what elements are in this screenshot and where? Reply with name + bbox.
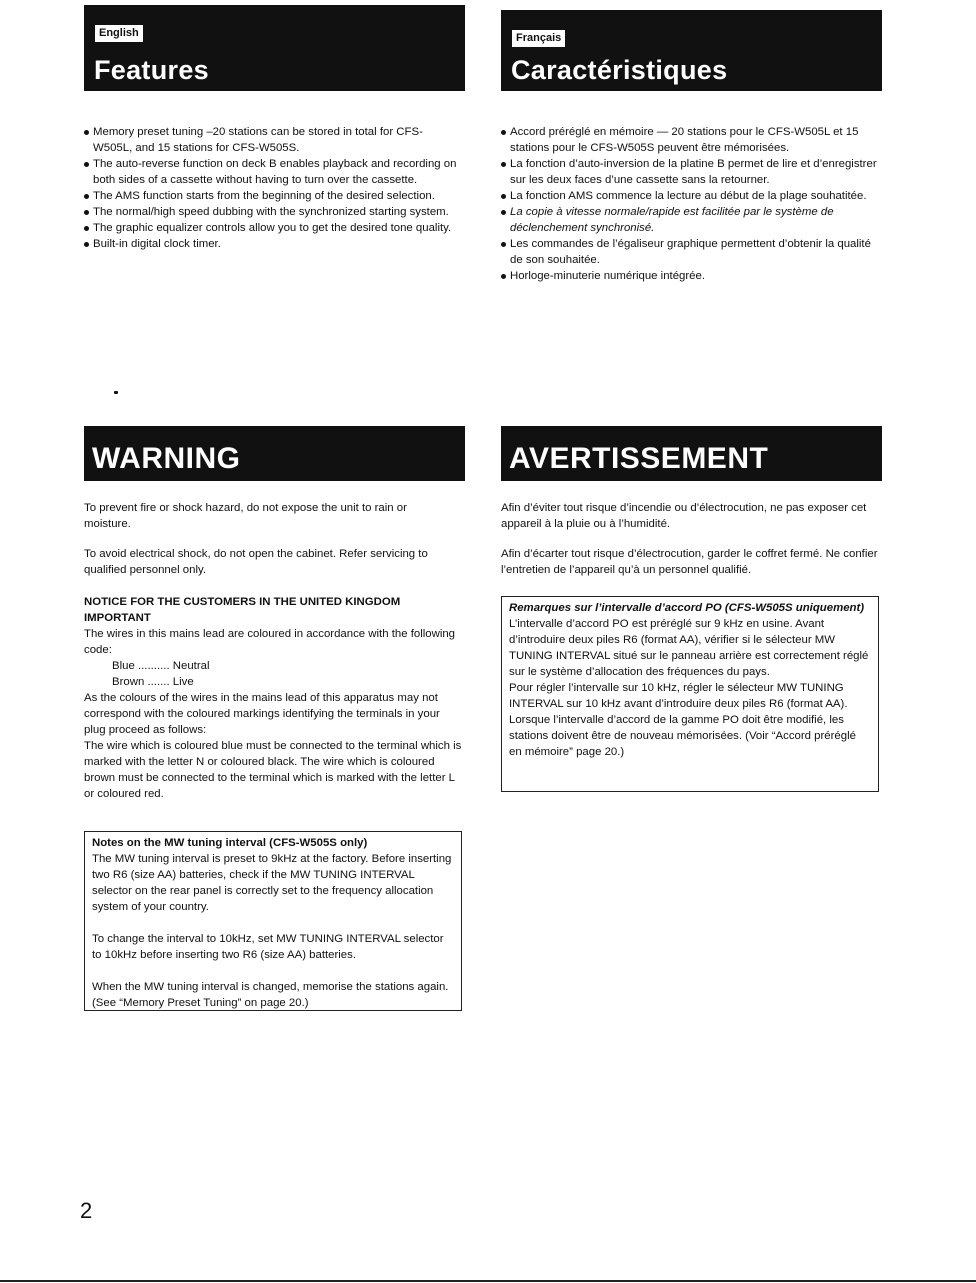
list-item: La fonction AMS commence la lecture au début de la plage souhatitée. — [501, 188, 879, 204]
list-item: Accord préréglé en mémoire — 20 stations pour le CFS-W505L et 15 stations pour le CFS-W505S peuvent être mémorisées. — [501, 124, 879, 156]
language-tag-french: Français — [512, 30, 565, 47]
list-item: La copie à vitesse normale/rapide est facilitée par le système de déclenchement synchronisé. — [501, 204, 879, 236]
caracteristiques-title: Caractéristiques — [511, 55, 728, 85]
warning-paragraph-shock: To avoid electrical shock, do not open the cabinet. Refer servicing to qualified personnel only. — [84, 548, 428, 576]
important-heading: IMPORTANT — [84, 612, 151, 624]
po-notes-paragraph: L’intervalle d’accord PO est préréglé sur 9 kHz en usine. Avant d’introduire deux piles R6 (format AA), vérifier si le sélecteur MW TUNING INTERVAL situé sur le panneau arrière est correctement réglé sur le système d’allocation des fréquences du pays. — [509, 618, 869, 678]
french-features-list — [501, 124, 879, 284]
po-notes-paragraph: Lorsque l’intervalle d’accord de la gamme PO doit être modifié, les stations doivent être de nouveau mémorisées. (Voir “Accord préréglé en mémoire” page 20.) — [509, 714, 856, 758]
avertissement-header — [501, 426, 882, 481]
mw-notes-heading: Notes on the MW tuning interval (CFS-W505S only) — [92, 837, 368, 849]
list-item: The auto-reverse function on deck B enables playback and recording on both sides of a cassette without having to turn over the cassette. — [84, 156, 458, 188]
features-title: Features — [94, 55, 209, 85]
list-item: Les commandes de l’égaliseur graphique permettent d’obtenir la qualité de son souhaitée. — [501, 236, 879, 268]
uk-notice-heading: NOTICE FOR THE CUSTOMERS IN THE UNITED KINGDOM — [84, 596, 401, 608]
po-interval-notes-box — [501, 596, 879, 792]
wire-connection-instructions: The wire which is coloured blue must be connected to the terminal which is marked with the letter N or coloured black. The wire which is coloured brown must be connected to the terminal which is marked with the letter L or coloured red. — [84, 740, 462, 800]
list-item: La fonction d’auto-inversion de la platine B permet de lire et d’enregistrer sur les deux faces d’une cassette sans la retourner. — [501, 156, 879, 188]
warning-title: WARNING — [92, 442, 241, 475]
list-item: The AMS function starts from the beginning of the desired selection. — [84, 188, 458, 204]
stray-dot — [114, 391, 118, 394]
english-features-list — [84, 124, 458, 252]
mw-notes-paragraph: To change the interval to 10kHz, set MW TUNING INTERVAL selector to 10kHz before inserting two R6 (size AA) batteries. — [92, 933, 444, 961]
mw-notes-paragraph: The MW tuning interval is preset to 9kHz at the factory. Before inserting two R6 (size AA) batteries, check if the MW TUNING INTERVAL selector on the rear panel is correctly set to the frequency allocation system of your country. — [92, 853, 452, 913]
avertissement-paragraph-shock: Afin d’écarter tout risque d’électrocution, garder le coffret fermé. Ne confier l’entretien de l’appareil qu’à un personnel qualifié. — [501, 548, 878, 576]
list-item: The graphic equalizer controls allow you to get the desired tone quality. — [84, 220, 458, 236]
footer-rule — [0, 1280, 976, 1282]
wire-code-blue: Blue .......... Neutral — [112, 660, 210, 672]
list-item: Memory preset tuning –20 stations can be stored in total for CFS-W505L, and 15 stations for CFS-W505S. — [84, 124, 458, 156]
po-notes-paragraph: Pour régler l’intervalle sur 10 kHz, régler le sélecteur MW TUNING INTERVAL sur 10 kHz avant d’introduire deux piles R6 (format AA). — [509, 682, 848, 710]
avertissement-title: AVERTISSEMENT — [509, 442, 769, 475]
warning-header — [84, 426, 465, 481]
mw-notes-paragraph: When the MW tuning interval is changed, memorise the stations again. (See “Memory Preset Tuning” on page 20.) — [92, 981, 449, 1009]
uk-notice — [84, 594, 464, 802]
wire-colour-note: As the colours of the wires in the mains lead of this apparatus may not correspond with the coloured markings identifying the terminals in your plug proceed as follows: — [84, 692, 440, 736]
mw-interval-notes-box — [84, 831, 462, 1011]
warning-paragraph-rain: To prevent fire or shock hazard, do not expose the unit to rain or moisture. — [84, 502, 407, 530]
language-tag-english: English — [95, 25, 143, 42]
page-number: 2 — [80, 1198, 93, 1223]
english-features-header — [84, 5, 465, 91]
avertissement-paragraph-rain: Afin d’éviter tout risque d’incendie ou d’électrocution, ne pas exposer cet appareil à la pluie ou à l’humidité. — [501, 502, 867, 530]
list-item: Built-in digital clock timer. — [84, 236, 458, 252]
wire-code-brown: Brown ....... Live — [112, 676, 194, 688]
list-item: Horloge-minuterie numérique intégrée. — [501, 268, 879, 284]
list-item: The normal/high speed dubbing with the synchronized starting system. — [84, 204, 458, 220]
wire-code-intro: The wires in this mains lead are coloured in accordance with the following code: — [84, 628, 456, 656]
po-notes-heading: Remarques sur l’intervalle d’accord PO (CFS-W505S uniquement) — [509, 602, 865, 614]
french-features-header — [501, 10, 882, 91]
